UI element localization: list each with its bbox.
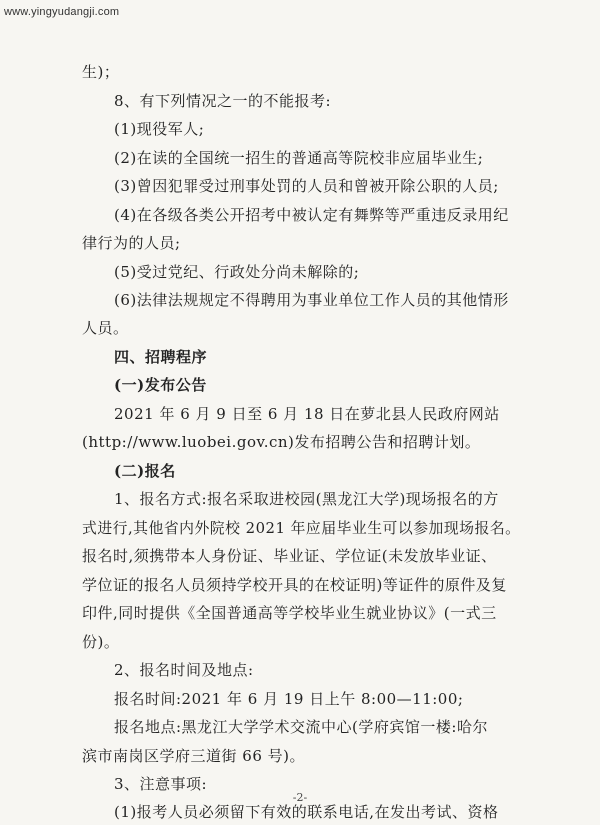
- subsection-heading: (二)报名: [114, 462, 176, 480]
- text-line: 2021 年 6 月 9 日至 6 月 18 日在萝北县人民政府网站: [114, 405, 500, 423]
- text-line: 报名地点:黑龙江大学学术交流中心(学府宾馆一楼:哈尔: [114, 718, 488, 736]
- text-line: 报名时,须携带本人身份证、毕业证、学位证(未发放毕业证、: [82, 547, 497, 565]
- text-line: 式进行,其他省内外院校 2021 年应届毕业生可以参加现场报名。: [82, 519, 521, 537]
- watermark-url: www.yingyudangji.com: [4, 6, 120, 18]
- text-line: (http://www.luobei.gov.cn)发布招聘公告和招聘计划。: [82, 433, 481, 451]
- text-line: 3、注意事项:: [114, 775, 208, 793]
- page-number: -2-: [292, 791, 308, 804]
- text-line: 报名时间:2021 年 6 月 19 日上午 8:00—11:00;: [114, 690, 464, 708]
- text-line: (1)报考人员必须留下有效的联系电话,在发出考试、资格: [114, 803, 499, 821]
- text-line: 人员。: [82, 319, 129, 337]
- text-line: 份)。: [82, 633, 120, 651]
- text-line: (4)在各级各类公开招考中被认定有舞弊等严重违反录用纪: [114, 206, 509, 224]
- text-line: 2、报名时间及地点:: [114, 661, 254, 679]
- text-line: 律行为的人员;: [82, 234, 181, 252]
- text-line: 1、报名方式:报名采取进校园(黑龙江大学)现场报名的方: [114, 490, 499, 508]
- subsection-heading: (一)发布公告: [114, 376, 207, 394]
- text-line: 学位证的报名人员须持学校开具的在校证明)等证件的原件及复: [82, 576, 507, 594]
- text-line: (2)在读的全国统一招生的普通高等院校非应届毕业生;: [114, 149, 484, 167]
- text-line: (5)受过党纪、行政处分尚未解除的;: [114, 263, 360, 281]
- text-line: 印件,同时提供《全国普通高等学校毕业生就业协议》(一式三: [82, 604, 497, 622]
- text-line: (6)法律法规规定不得聘用为事业单位工作人员的其他情形: [114, 291, 509, 309]
- section-heading: 四、招聘程序: [114, 348, 208, 366]
- text-line: (1)现役军人;: [114, 120, 205, 138]
- text-line: 滨市南岗区学府三道街 66 号)。: [82, 747, 305, 765]
- text-line: (3)曾因犯罪受过刑事处罚的人员和曾被开除公职的人员;: [114, 177, 499, 195]
- text-line: 生)；: [82, 63, 120, 81]
- text-line: 8、有下列情况之一的不能报考:: [114, 92, 332, 110]
